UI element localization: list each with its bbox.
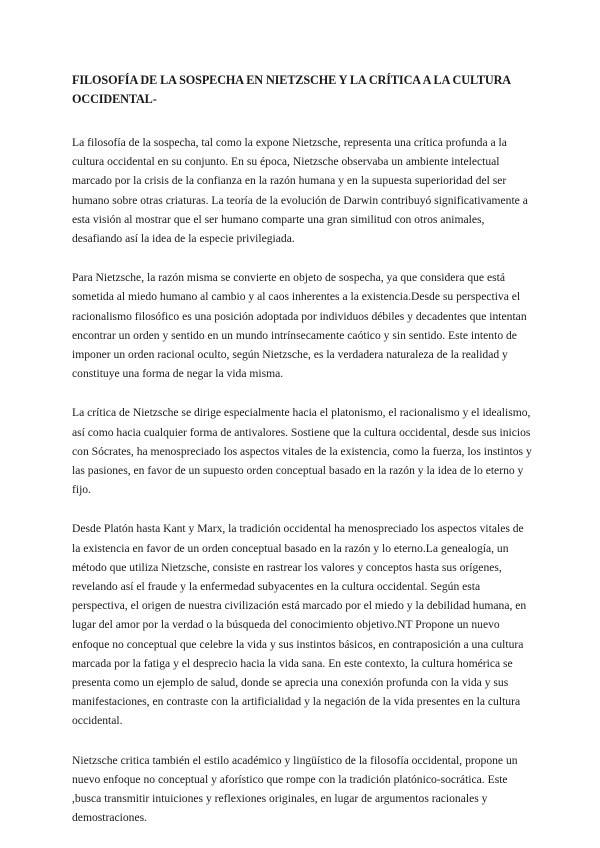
- paragraph-2: Para Nietzsche, la razón misma se convierte en objeto de sospecha, ya que considera que está sometida al miedo humano al cambio y al caos inherentes a la existencia.Desde su perspectiva el racionalismo filosófico es una posición adoptada por individuos débiles y decadentes que intentan encontrar un orden y sentido en un mundo intrínsecamente caótico y sin sentido. Este intento de imponer un orden racional oculto, según Nietzsche, es la verdadera naturaleza de la realidad y constituye una forma de negar la vida misma.: [72, 271, 527, 381]
- paragraph-1: La filosofía de la sospecha, tal como la expone Nietzsche, representa una crítica profunda a la cultura occidental en su conjunto. En su época, Nietzsche observaba un ambiente intelectual marcado por la crisis de la confianza en la razón humana y en la supuesta superioridad del ser humano sobre otras criaturas. La teoría de la evolución de Darwin contribuyó significativamente a esta visión al mostrar que el ser humano comparte una gran similitud con otros animales, desafiando así la idea de la especie privilegiada.: [72, 136, 528, 246]
- paragraph-4: Desde Platón hasta Kant y Marx, la tradición occidental ha menospreciado los aspectos vitales de la existencia en favor de un orden conceptual basado en la razón y lo eterno.La genealogía, un método que utiliza Nietzsche, consiste en rastrear los valores y conceptos hasta sus orígenes, revelando así el fraude y la enfermedad subyacentes en la cultura occidental. Según esta perspectiva, el origen de nuestra civilización está marcado por el miedo y la debilidad humana, en lugar del amor por la verdad o la búsqueda del conocimiento objetivo.NT Propone un nuevo enfoque no conceptual que celebre la vida y sus instintos básicos, en contraposición a una cultura marcada por la fatiga y el desprecio hacia la vida sana. En este contexto, la cultura homérica se presenta como un ejemplo de salud, donde se aprecia una conexión profunda con la vida y sus manifestaciones, en contraste con la artificialidad y la negación de la vida presentes en la cultura occidental.: [72, 522, 527, 728]
- document-page: [72, 71, 532, 848]
- paragraph-3: La crítica de Nietzsche se dirige especialmente hacia el platonismo, el racionalismo y el idealismo, así como hacia cualquier forma de antivalores. Sostiene que la cultura occidental, desde sus inicios con Sócrates, ha menospreciado los aspectos vitales de la existencia, como la fuerza, los instintos y las pasiones, en favor de un supuesto orden conceptual basado en la razón y la idea de lo eterno y fijo.: [72, 406, 532, 497]
- paragraph-5: Nietzsche critica también el estilo académico y lingüístico de la filosofía occidental, propone un nuevo enfoque no conceptual y aforístico que rompe con la tradición platónico-socrática. Este ,busca transmitir intuiciones y reflexiones originales, en lugar de argumentos racionales y demostraciones.: [72, 753, 518, 825]
- document-title: FILOSOFÍA DE LA SOSPECHA EN NIETZSCHE Y LA CRÍTICA A LA CULTURA OCCIDENTAL-: [72, 73, 511, 106]
